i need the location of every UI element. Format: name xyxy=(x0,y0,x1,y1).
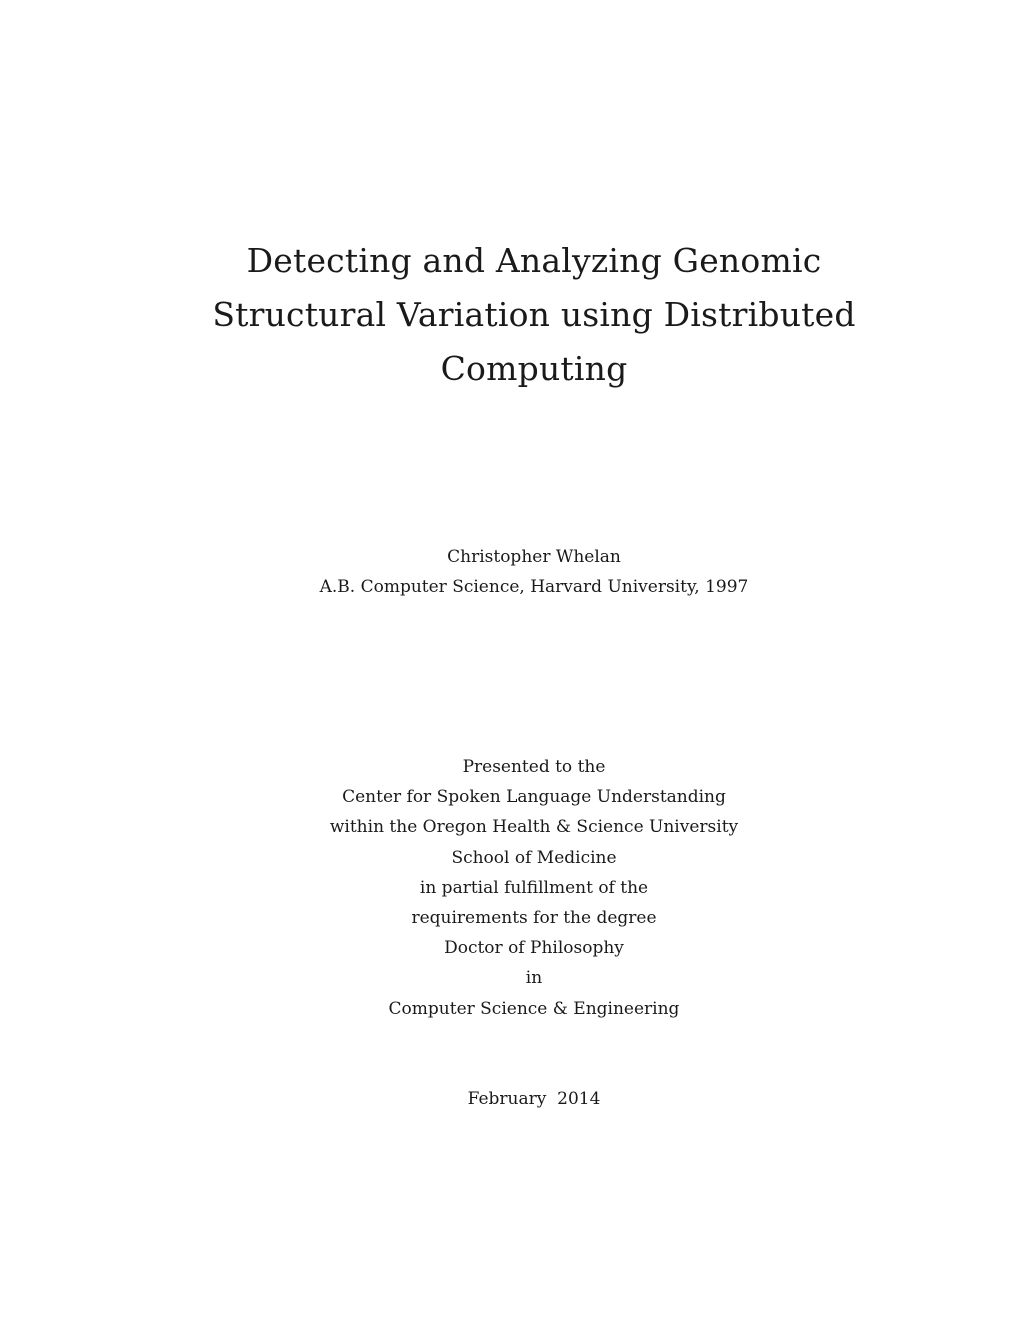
date-text: February 2014 xyxy=(467,1089,601,1109)
thesis-title-line-1: Detecting and Analyzing Genomic xyxy=(246,241,822,280)
author-prior-degree: A.B. Computer Science, Harvard University, 1997 xyxy=(319,577,749,597)
author-name: Christopher Whelan xyxy=(447,547,621,567)
presentation-line-8: in xyxy=(525,968,543,989)
thesis-title-line-2: Structural Variation using Distributed xyxy=(212,295,856,334)
presentation-line-3: within the Oregon Health & Science University xyxy=(329,817,739,838)
author-info xyxy=(0,542,1020,602)
presentation-line-4: School of Medicine xyxy=(451,847,617,868)
presentation-line-1: Presented to the xyxy=(462,757,606,777)
submission-date xyxy=(0,1084,1020,1114)
presentation-line-7: Doctor of Philosophy xyxy=(444,938,624,959)
thesis-title xyxy=(0,234,1020,396)
presentation-line-5: in partial fulfillment of the xyxy=(419,877,649,898)
presentation-line-9: Computer Science & Engineering xyxy=(388,998,680,1019)
presentation-line-2: Center for Spoken Language Understanding xyxy=(342,787,726,808)
presentation-line-6: requirements for the degree xyxy=(411,908,657,929)
thesis-title-line-3: Computing xyxy=(440,349,628,388)
presentation-statement xyxy=(0,752,1020,1024)
